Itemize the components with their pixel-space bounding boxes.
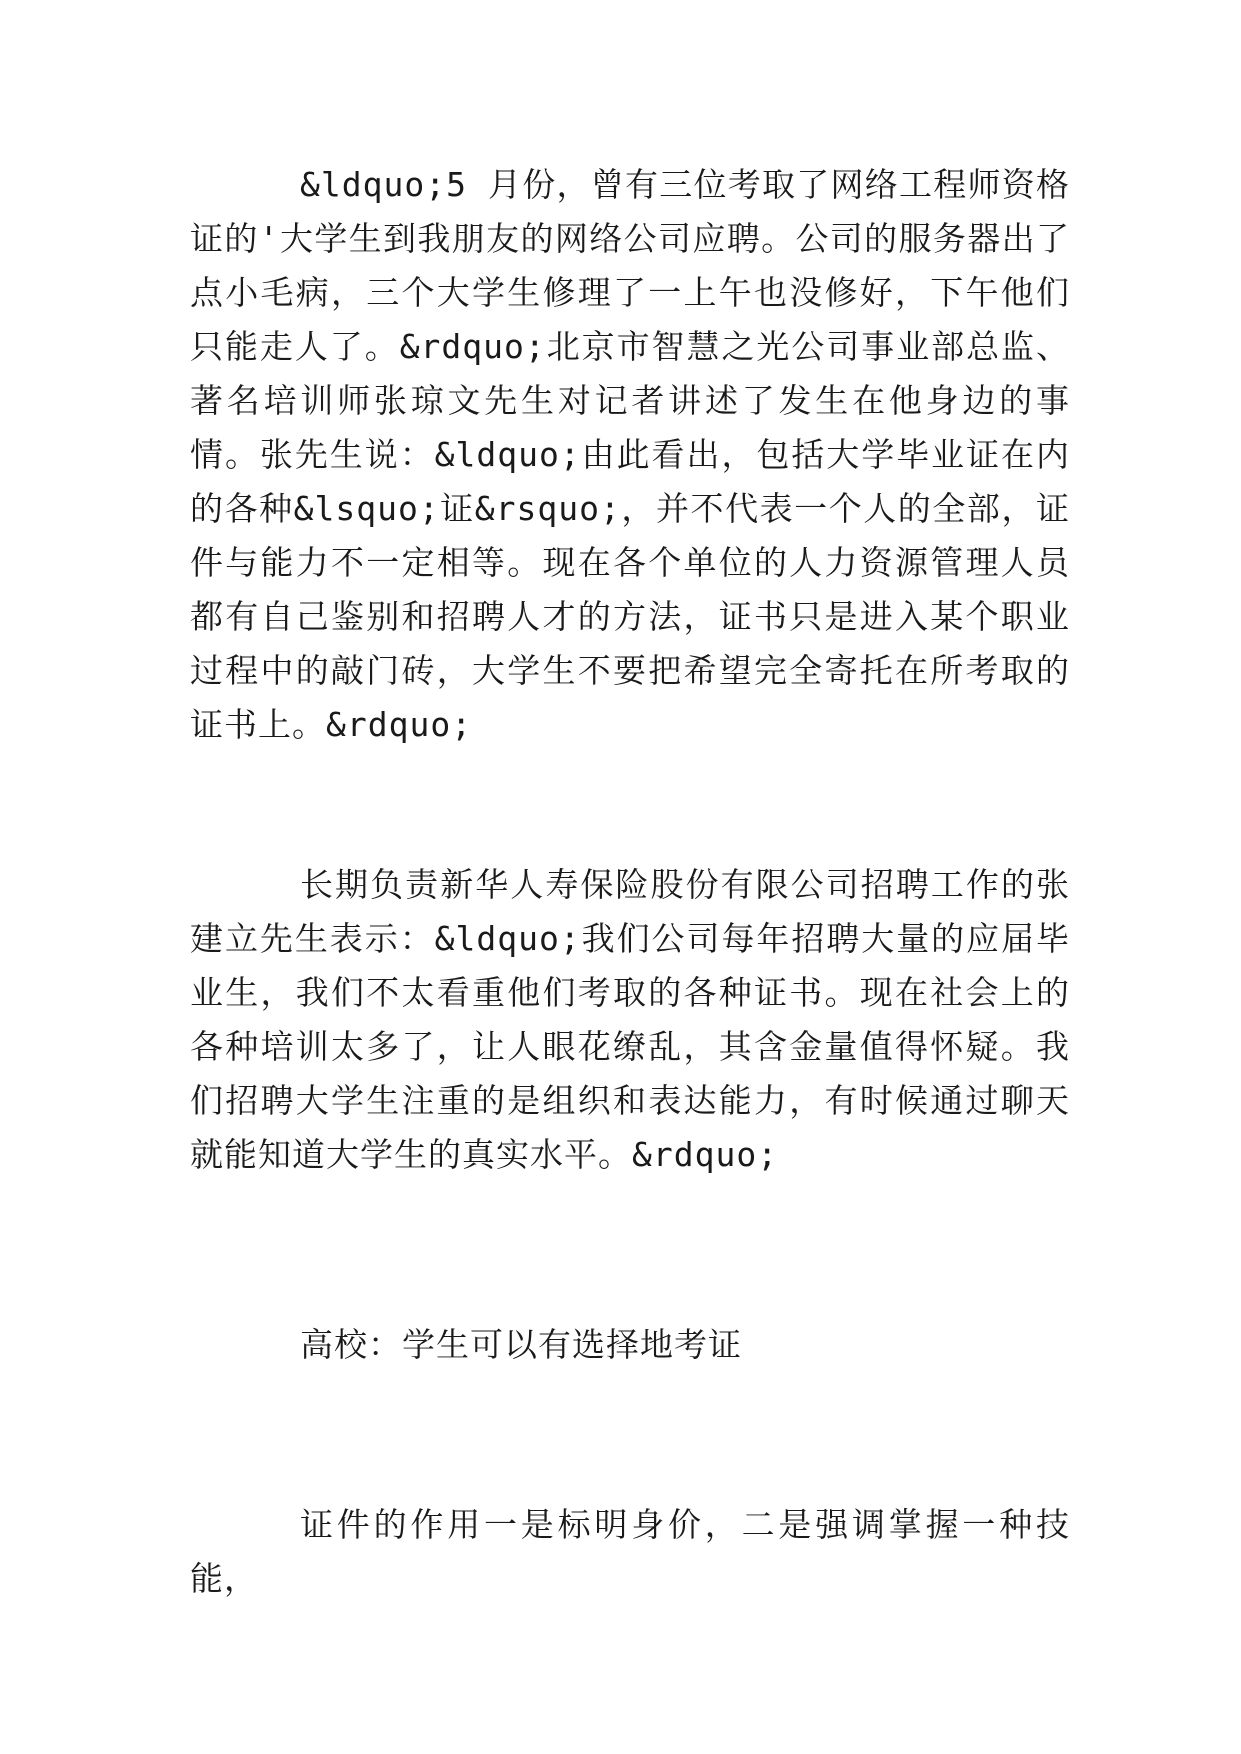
section-heading: 高校：学生可以有选择地考证 — [300, 1325, 742, 1364]
body-paragraph: &ldquo;5 月份，曾有三位考取了网络工程师资格证的'大学生到我朋友的网络公司应聘。公司的服务器出了点小毛病，三个大学生修理了一上午也没修好，下午他们只能走人了。&rdquo;北京市智慧之光公司事业部总监、著名培训师张琼文先生对记者讲述了发生在他身边的事情。张先生说：&ldquo;由此看出，包括大学毕业证在内的各种&lsquo;证&rsquo;，并不代表一个人的全部，证件与能力不一定相等。现在各个单位的人力资源管理人员都有自己鉴别和招聘人才的方法，证书只是进入某个职业过程中的敲门砖，大学生不要把希望完全寄托在所考取的证书上。&rdquo; — [190, 165, 1070, 744]
body-paragraph: 证件的作用一是标明身价，二是强调掌握一种技能， — [190, 1505, 1070, 1598]
body-paragraph: 长期负责新华人寿保险股份有限公司招聘工作的张建立先生表示：&ldquo;我们公司每年招聘大量的应届毕业生，我们不太看重他们考取的各种证书。现在社会上的各种培训太多了，让人眼花缭乱，其含金量值得怀疑。我们招聘大学生注重的是组织和表达能力，有时候通过聊天就能知道大学生的真实水平。&rdquo; — [190, 865, 1070, 1174]
